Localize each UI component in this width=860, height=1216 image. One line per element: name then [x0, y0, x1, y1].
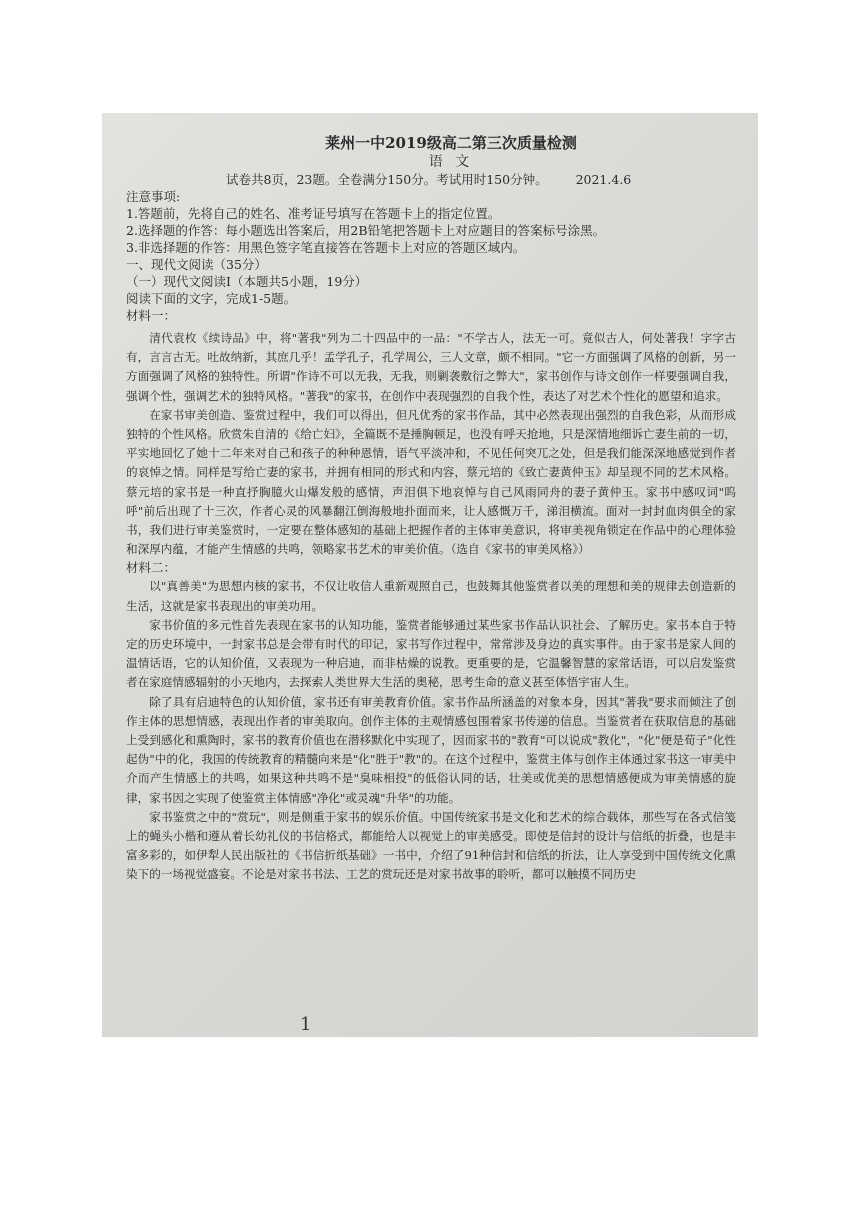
section-sub-heading: （一）现代文阅读Ⅰ（本题共5小题，19分）	[126, 274, 368, 289]
exam-subject: 语 文	[428, 154, 474, 170]
material2-paragraph: 除了具有启迪特色的认知价值，家书还有审美教育价值。家书作品所涵盖的对象本身，因其"著我"要求而倾注了创作主体的思想情感，表现出作者的审美取向。创作主体的主观情感包围着家书传递的信息。当鉴赏者在获取信息的基础上受到感化和熏陶时，家书的教育价值也在潜移默化中实现了，因而家书的"教育"可以说成"教化"，"化"便是荀子"化性起伪"中的化，我国的传统教育的精髓向来是"化"胜于"教"的。在这个过程中，鉴赏主体与创作主体通过家书这一审美中介而产生情感上的共鸣，如果这种共鸣不是"臭味相投"的低俗认同的话，壮美或优美的思想情感便成为审美情感的旋律，家书因之实现了使鉴赏主体情感"净化"或灵魂"升华"的功能。	[126, 694, 736, 805]
material2-paragraph: 以"真善美"为思想内核的家书，不仅让收信人重新观照自己，也鼓舞其他鉴赏者以美的理想和美的规律去创造新的生活，这就是家书表现出的审美功用。	[126, 579, 736, 613]
material1-label: 材料一：	[126, 308, 177, 323]
notice-item: 2.选择题的作答：每小题选出答案后，用2B铅笔把答题卡上对应题目的答案标号涂黑。	[126, 223, 606, 238]
exam-date: 2021.4.6	[575, 172, 632, 187]
material2-paragraph: 家书价值的多元性首先表现在家书的认知功能，鉴赏者能够通过某些家书作品认识社会、了解历史。家书本自于特定的历史环境中，一封家书总是会带有时代的印记，家书写作过程中，常常涉及身边的真实事件。由于家书是家人间的温情话语，它的认知价值，又表现为一种启迪，而非枯燥的说教。更重要的是，它温馨智慧的家常话语，可以启发鉴赏者在家庭情感辐射的小天地内，去探索人类世界大生活的奥秘，思考生命的意义甚至体悟宇宙人生。	[126, 617, 736, 690]
section-instruction: 阅读下面的文字，完成1-5题。	[126, 291, 297, 306]
section-heading: 一、现代文阅读（35分）	[126, 257, 267, 272]
material1-paragraph-text: 在家书审美创造、鉴赏过程中，我们可以得出，但凡优秀的家书作品，其中必然表现出强烈的自我色彩，从而形成独特的个性风格。欣赏朱自清的《给亡妇》，全篇既不是捶胸顿足，也没有呼天抢地，只是深情地细诉亡妻生前的一切，平实地回忆了她十二年来对自己和孩子的种种恩情，语气平淡冲和，不见任何突兀之处，但是我们能深深地感觉到作者的哀悼之情。同样是写给亡妻的家书，并拥有相同的形式和内容，蔡元培的《致亡妻黄仲玉》却呈现不同的艺术风格。蔡元培的家书是一种直抒胸臆火山爆发般的感情，声泪俱下地哀悼与自己风雨同舟的妻子黄仲玉。家书中感叹词"呜呼"前后出现了十三次，作者心灵的风暴翻江倒海般地扑面而来，让人感慨万千，涕泪横流。面对一封封血肉俱全的家书，我们进行审美鉴赏时，一定要在整体感知的基础上把握作者的主体审美意识，将审美视角锁定在作品中的心理体验和深厚内蕴，才能产生情感的共鸣，领略家书艺术的审美价值。	[126, 407, 736, 557]
notice-item: 3.非选择题的作答：用黑色签字笔直接答在答题卡上对应的答题区域内。	[126, 240, 526, 255]
exam-title: 莱州一中2019级高二第三次质量检测	[325, 134, 577, 152]
document-photo	[102, 113, 758, 1037]
material2-label: 材料二：	[126, 560, 177, 576]
notice-item: 1.答题前，先将自己的姓名、准考证号填写在答题卡上的指定位置。	[126, 206, 501, 221]
page-number: 1	[300, 1014, 312, 1035]
exam-info	[226, 171, 736, 188]
material1-paragraph: 清代袁枚《续诗品》中，将"著我"列为二十四品中的一品："不学古人，法无一可。竟似古人，何处著我！字字古有，言言古无。吐故纳新，其庶几乎！孟学孔子，孔学周公，三人文章，颇不相同。"它一方面强调了风格的创新，另一方面强调了风格的独特性。所谓"作诗不可以无我，无我，则剿袭敷衍之弊大"，家书创作与诗文创作一样要强调自我，强调个性，强调艺术的独特风格。"著我"的家书，在创作中表现强烈的自我个性，表达了对艺术个性化的愿望和追求。	[126, 331, 736, 403]
material1-paragraph	[126, 406, 736, 560]
material1-source: （选自《家书的审美风格》）	[450, 542, 590, 557]
material2-paragraph: 家书鉴赏之中的"赏玩"，则是侧重于家书的娱乐价值。中国传统家书是文化和艺术的综合载体，那些写在各式信笺上的蝇头小楷和遵从着长幼礼仪的书信格式，都能给人以视觉上的审美感受。即使是信封的设计与信纸的折叠，也是丰富多彩的，如伊犁人民出版社的《书信折纸基础》一书中，介绍了91种信封和信纸的折法，让人享受到中国传统文化熏染下的一场视觉盛宴。不论是对家书书法、工艺的赏玩还是对家书故事的聆听，都可以触摸不同历史	[126, 809, 736, 882]
document-content	[126, 133, 736, 885]
notice-heading: 注意事项:	[126, 189, 181, 204]
exam-info-text: 试卷共8页，23题。全卷满分150分。考试用时150分钟。	[226, 172, 548, 187]
